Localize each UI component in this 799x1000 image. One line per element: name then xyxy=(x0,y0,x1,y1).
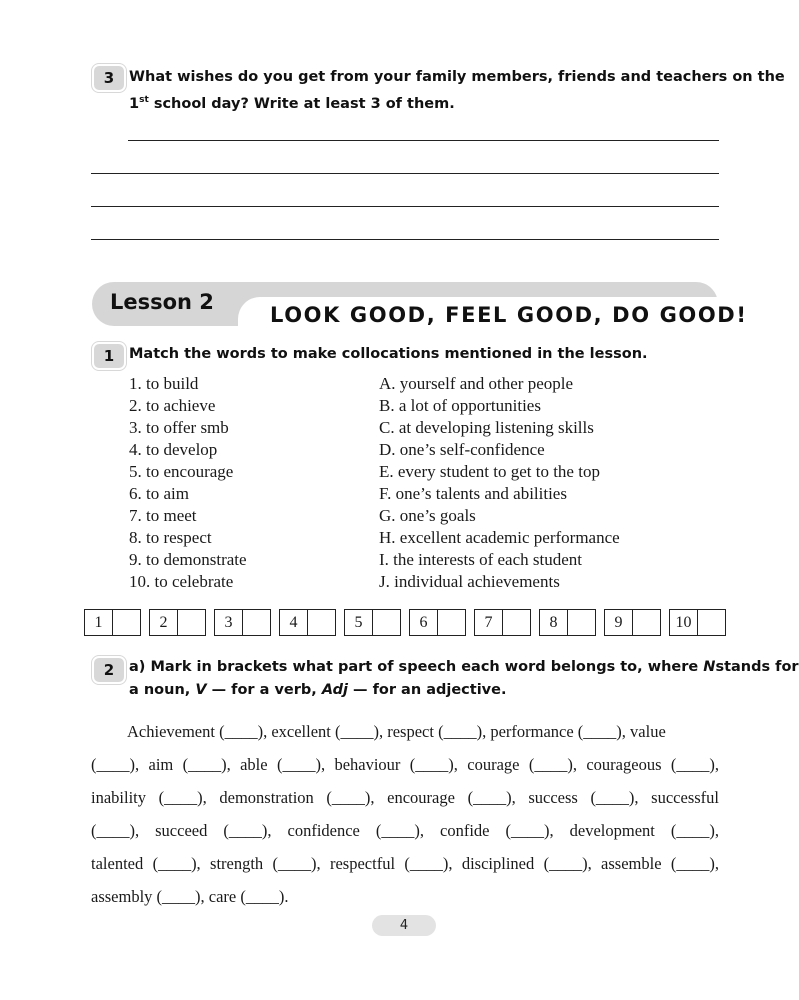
task-2-instruction-text: — for a verb, xyxy=(206,682,322,698)
list-item: 5. to encourage xyxy=(129,462,234,481)
answer-box-number: 10 xyxy=(670,610,698,635)
answer-box xyxy=(669,609,726,636)
answer-box-number: 6 xyxy=(410,610,438,635)
word-list-line: inability (____), demonstration (____), encourage (____), success (____), successful xyxy=(91,788,719,807)
task-3-ordinal-suffix: st xyxy=(139,95,149,105)
answer-box-number: 9 xyxy=(605,610,633,635)
collocation-verbs-list xyxy=(129,373,247,593)
list-item: 7. to meet xyxy=(129,506,197,525)
word-list-line-text: Achievement (____), excellent (____), respect (____), performance (____), value xyxy=(127,722,666,741)
task-2-instruction xyxy=(129,656,799,702)
answer-box-input[interactable] xyxy=(568,610,595,635)
task-2-instruction-text: a noun, xyxy=(129,682,196,698)
task-3-ordinal-number: 1 xyxy=(129,95,140,112)
list-item: J. individual achievements xyxy=(379,572,560,591)
list-item: I. the interests of each student xyxy=(379,550,582,569)
answer-box-input[interactable] xyxy=(243,610,270,635)
collocation-endings-list xyxy=(379,373,620,593)
lesson-title: LOOK GOOD, FEEL GOOD, DO GOOD! xyxy=(270,303,748,327)
answer-box-input[interactable] xyxy=(503,610,530,635)
writing-line-2[interactable] xyxy=(91,173,719,174)
task-2-number-badge: 2 xyxy=(92,656,126,684)
answer-box-input[interactable] xyxy=(633,610,660,635)
word-list-line xyxy=(91,715,719,748)
task-3-instruction-line-2-rest: school day? Write at least 3 of them. xyxy=(148,95,455,112)
writing-line-4[interactable] xyxy=(91,239,719,240)
list-item: A. yourself and other people xyxy=(379,374,574,393)
list-item: 2. to achieve xyxy=(129,396,216,415)
list-item: G. one’s goals xyxy=(379,506,476,525)
answer-box-number: 1 xyxy=(85,610,113,635)
answer-box xyxy=(149,609,206,636)
answer-box xyxy=(409,609,466,636)
list-item: 8. to respect xyxy=(129,528,212,547)
list-item: E. every student to get to the top xyxy=(379,462,600,481)
lesson-label: Lesson 2 xyxy=(110,290,214,314)
answer-box-input[interactable] xyxy=(308,610,335,635)
task-2-instruction-line-1 xyxy=(129,656,799,679)
task-3-number-badge: 3 xyxy=(92,64,126,92)
answer-box-number: 5 xyxy=(345,610,373,635)
task-2-word-list xyxy=(91,715,719,913)
task-2-instruction-text: a) Mark in brackets what part of speech each word belongs to, where xyxy=(129,659,704,675)
word-list-line: (____), aim (____), able (____), behaviour (____), courage (____), courageous (____), xyxy=(91,755,719,774)
answer-box-input[interactable] xyxy=(178,610,205,635)
answer-box xyxy=(344,609,401,636)
task-1-instruction: Match the words to make collocations mentioned in the lesson. xyxy=(129,346,648,362)
word-list-line: assembly (____), care (____). xyxy=(91,887,289,906)
answer-box-number: 7 xyxy=(475,610,503,635)
task-1-number-badge: 1 xyxy=(92,342,126,370)
answer-box xyxy=(84,609,141,636)
list-item: 4. to develop xyxy=(129,440,218,459)
list-item: 10. to celebrate xyxy=(129,572,234,591)
answer-box-number: 2 xyxy=(150,610,178,635)
answer-box-input[interactable] xyxy=(113,610,140,635)
writing-line-1[interactable] xyxy=(128,140,719,141)
task-2-instruction-line-2 xyxy=(129,679,729,702)
answer-box-number: 3 xyxy=(215,610,243,635)
answer-box xyxy=(214,609,271,636)
task-2-instruction-text: stands for xyxy=(715,659,799,675)
task-2-adjective-abbreviation: Adj xyxy=(321,682,348,698)
list-item: F. one’s talents and abilities xyxy=(379,484,567,503)
answer-box xyxy=(474,609,531,636)
task-2-instruction-text: — for an adjective. xyxy=(347,682,507,698)
list-item: 1. to build xyxy=(129,374,199,393)
answer-box-input[interactable] xyxy=(373,610,400,635)
answer-box-input[interactable] xyxy=(438,610,465,635)
list-item: C. at developing listening skills xyxy=(379,418,594,437)
word-list-line: talented (____), strength (____), respectful (____), disciplined (____), assemble (____), xyxy=(91,854,719,873)
list-item: 3. to offer smb xyxy=(129,418,229,437)
list-item: 6. to aim xyxy=(129,484,189,503)
task-3-instruction-line-1: What wishes do you get from your family members, friends and teachers on the xyxy=(129,69,785,85)
task-3-instruction-line-2 xyxy=(129,89,729,116)
answer-box xyxy=(604,609,661,636)
list-item: 9. to demonstrate xyxy=(129,550,247,569)
task-2-verb-abbreviation: V xyxy=(195,682,207,698)
answer-box xyxy=(539,609,596,636)
writing-line-3[interactable] xyxy=(91,206,719,207)
answer-box-number: 4 xyxy=(280,610,308,635)
list-item: H. excellent academic performance xyxy=(379,528,620,547)
answer-box-input[interactable] xyxy=(698,610,725,635)
answer-box xyxy=(279,609,336,636)
list-item: B. a lot of opportunities xyxy=(379,396,541,415)
page-number: 4 xyxy=(372,915,436,936)
list-item: D. one’s self-confidence xyxy=(379,440,545,459)
answer-box-number: 8 xyxy=(540,610,568,635)
task-3-instruction xyxy=(129,66,785,116)
word-list-line: (____), succeed (____), confidence (____), confide (____), development (____), xyxy=(91,821,719,840)
task-2-noun-abbreviation: N xyxy=(703,659,716,675)
